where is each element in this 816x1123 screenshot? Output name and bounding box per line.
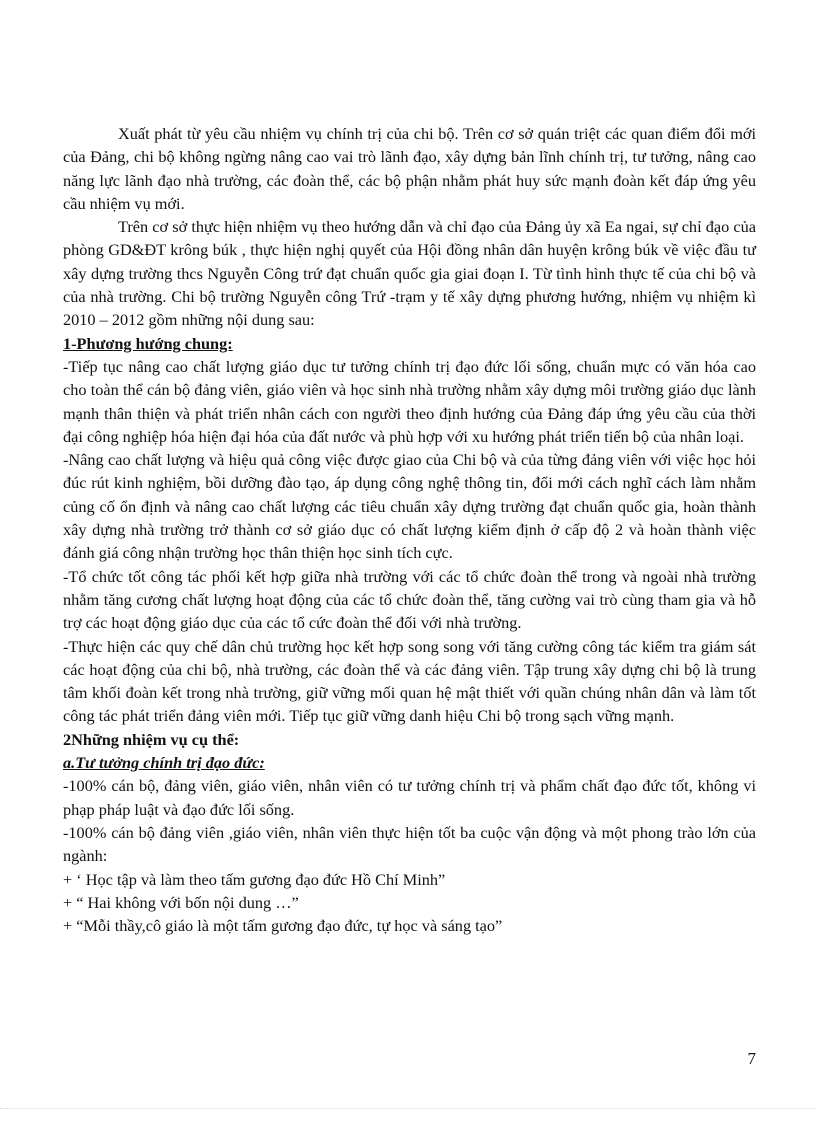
task-item: -100% cán bộ đảng viên ,giáo viên, nhân viên thực hiện tốt ba cuộc vận động và một phong trào lớn của ngành: (63, 822, 756, 866)
subsection-heading-political-ideology: a.Tư tưởng chính trị đạo đức: (63, 753, 265, 773)
campaign-bullet: + ‘ Học tập và làm theo tấm gương đạo đức Hồ Chí Minh” (63, 869, 446, 889)
section-heading-specific-tasks: 2Những nhiệm vụ cụ thể: (63, 729, 240, 749)
document-body (63, 122, 756, 937)
direction-item: -Thực hiện các quy chế dân chủ trường học kết hợp song song với tăng cường công tác kiểm tra giám sát các hoạt động của chi bộ, nhà trường, các đoàn thể và các đảng viên. Tập trung xây dựng chi bộ là trung tâm khối đoàn kết trong nhà trường, giữ vững mối quan hệ mật thiết với quần chúng nhân dân và làm tốt công tác phát triển đảng viên mới. Tiếp tục giữ vững danh hiệu Chi bộ trong sạch vững mạnh. (63, 636, 756, 726)
context-paragraph: Trên cơ sở thực hiện nhiệm vụ theo hướng dẫn và chỉ đạo của Đảng ủy xã Ea ngai, sự chỉ đạo của phòng GD&ĐT krông búk , thực hiện nghị quyết của Hội đồng nhân dân huyện krông búk về việc đầu tư xây dựng trường thcs Nguyễn Công trứ đạt chuẩn quốc gia giai đoạn I. Từ tình hình thực tế của chi bộ và của nhà trường. Chi bộ trường Nguyễn công Trứ -trạm y tế xây dựng phương hướng, nhiệm vụ nhiệm kì 2010 – 2012 gồm những nội dung sau: (63, 217, 756, 330)
direction-item: -Nâng cao chất lượng và hiệu quả công việc được giao của Chi bộ và của từng đảng viên với việc học hỏi đúc rút kinh nghiệm, bồi dưỡng đào tạo, áp dụng công nghệ thông tin, đổi mới cách nghĩ cách làm nhằm củng cố ổn định và nâng cao chất lượng các tiêu chuẩn xây dựng trường đạt chuẩn quốc gia, hoàn thành xây dựng nhà trường trở thành cơ sở giáo dục có chất lượng kiểm định ở cấp độ 2 và hoàn thành việc đánh giá công nhận trường học thân thiện học sinh tích cực. (63, 450, 756, 563)
direction-item: -Tiếp tục nâng cao chất lượng giáo dục tư tưởng chính trị đạo đức lối sống, chuẩn mực có văn hóa cao cho toàn thể cán bộ đảng viên, giáo viên và học sinh nhà trường nhằm xây dựng môi trường giáo dục lành mạnh thân thiện và phát triển nhân cách con người theo định hướng của Đảng đáp ứng yêu cầu của thời đại công nghiệp hóa hiện đại hóa của đất nước và phù hợp với xu hướng phát triển tiến bộ của nhân loại. (63, 356, 756, 446)
direction-item: -Tổ chức tốt công tác phối kết hợp giữa nhà trường với các tổ chức đoàn thể trong và ngoài nhà trường nhằm tăng cương chất lượng hoạt động của các tổ chức đoàn thể, tăng cường vai trò cùng tham gia và hỗ trợ các hoạt động giáo dục của các tổ cức đoàn thể đối với nhà trường. (63, 566, 756, 633)
intro-paragraph: Xuất phát từ yêu cầu nhiệm vụ chính trị của chi bộ. Trên cơ sở quán triệt các quan điểm đổi mới của Đảng, chi bộ không ngừng nâng cao vai trò lãnh đạo, xây dựng bản lĩnh chính trị, tư tưởng, nâng cao năng lực lãnh đạo nhà trường, các đoàn thể, các bộ phận nhằm phát huy sức mạnh đoàn kết đáp ứng yêu cầu nhiệm vụ mới. (63, 124, 756, 213)
section-heading-general-direction: 1-Phương hướng chung: (63, 333, 233, 353)
campaign-bullet: + “ Hai không với bốn nội dung …” (63, 892, 299, 912)
page-bottom-divider (0, 1108, 816, 1109)
campaign-bullet: + “Mỗi thầy,cô giáo là một tấm gương đạo đức, tự học và sáng tạo” (63, 916, 503, 936)
page-number: 7 (747, 1049, 756, 1068)
task-item: -100% cán bộ, đảng viên, giáo viên, nhân viên có tư tưởng chính trị và phẩm chất đạo đức tốt, không vi phạp pháp luật và đạo đức lối sống. (63, 776, 756, 819)
